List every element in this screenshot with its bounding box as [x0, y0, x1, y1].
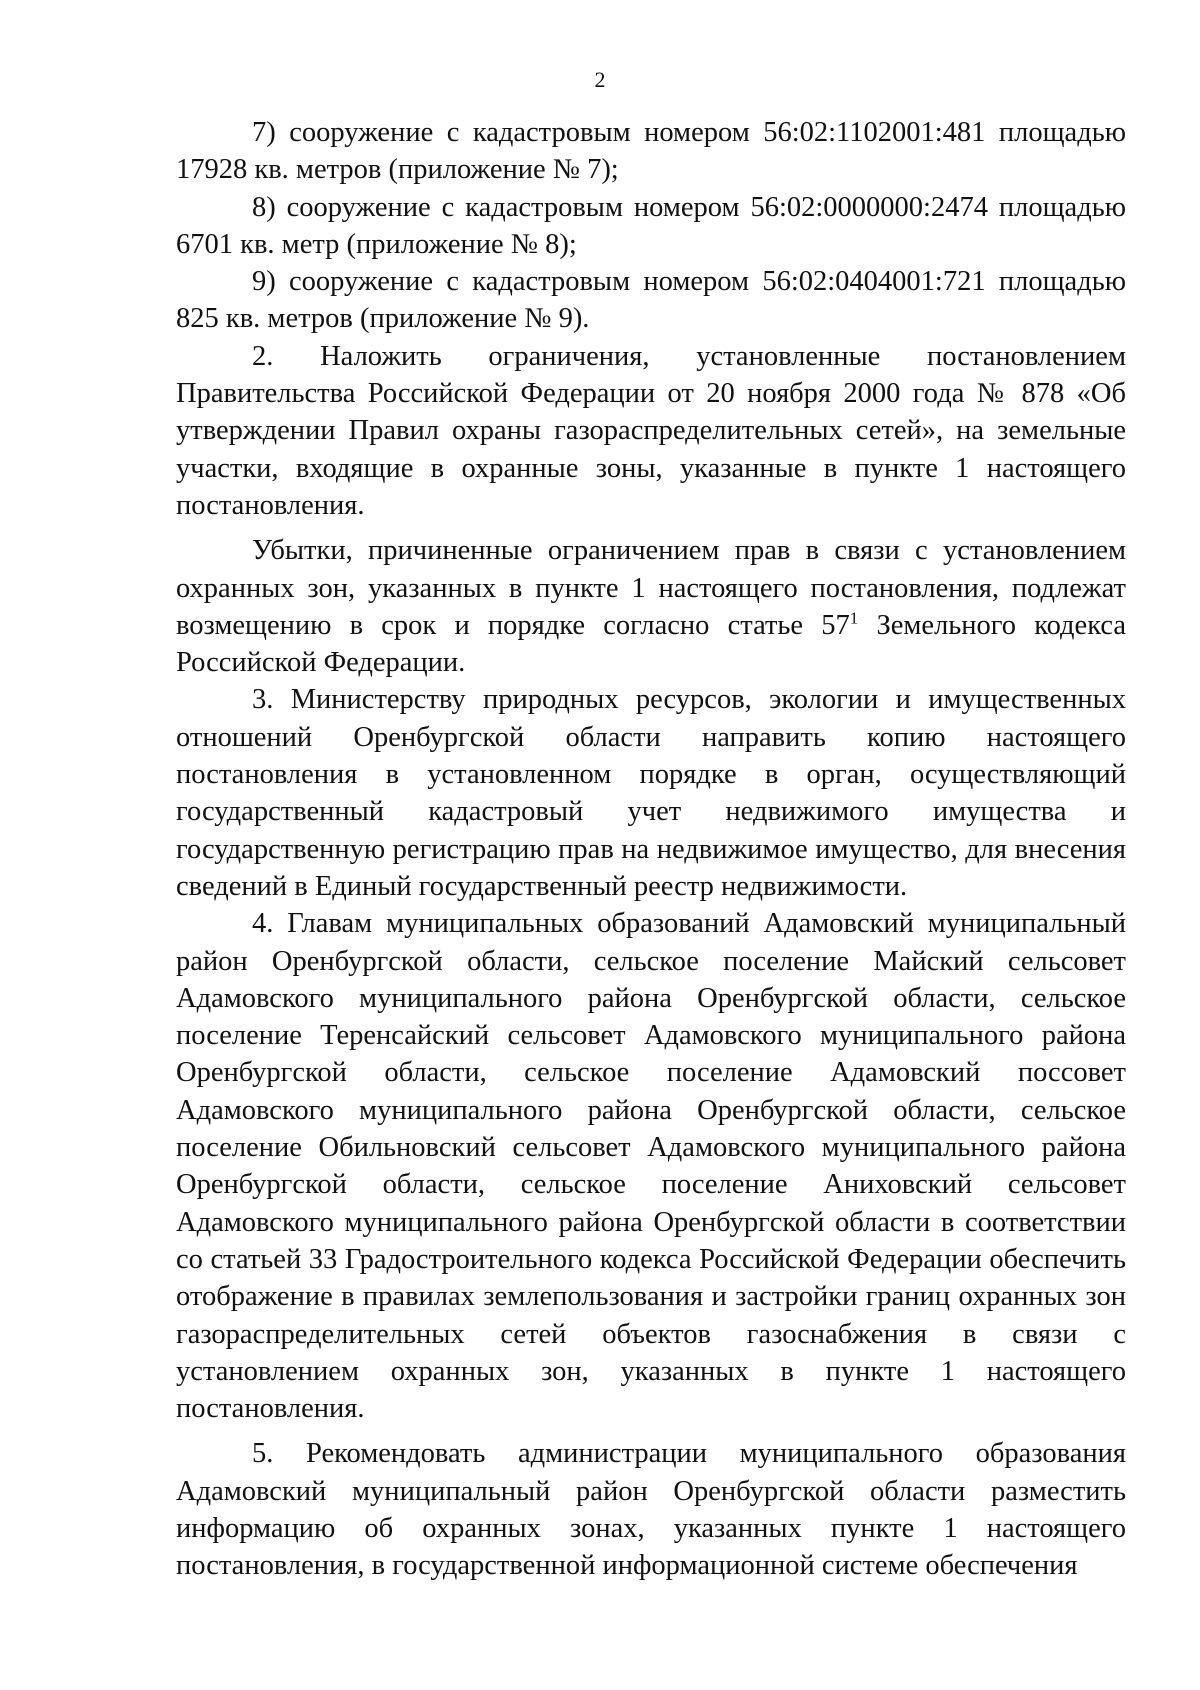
paragraph-point-2: 2. Наложить ограничения, установленные постановлением Правительства Российской Федерации от 20 ноября 2000 года № 878 «Об утверждении Правил охраны газораспределительных сетей», на земельные участки, входящие в охранные зоны, указанные в пункте 1 настоящего постановления.	[176, 340, 1126, 521]
losses-text-before: Убытки, причиненные ограничением прав в связи с установлением охранных зон, указанных в пункте 1 настоящего постановления, подлежат возмещению в срок и порядке согласно статье 57	[176, 535, 1126, 641]
paragraph-losses	[176, 532, 1126, 681]
list-item-7: 7) сооружение с кадастровым номером 56:02:1102001:481 площадью 17928 кв. метров (приложение № 7);	[176, 117, 1126, 186]
paragraph-point-4: 4. Главам муниципальных образований Адамовский муниципальный район Оренбургской области, сельское поселение Майский сельсовет Адамовского муниципального района Оренбургской области, сельское поселение Теренсайский сельсовет Адамовского муниципального района Оренбургской области, сельское поселение Адамовский поссовет Адамовского муниципального района Оренбургской области, сельское поселение Обильновский сельсовет Адамовского муниципального района Оренбургской области, сельское поселение Аниховский сельсовет Адамовского муниципального района Оренбургской области в соответствии со статьей 33 Градостроительного кодекса Российской Федерации обеспечить отображение в правилах землепользования и застройки границ охранных зон газораспределительных сетей объектов газоснабжения в связи с установлением охранных зон, указанных в пункте 1 настоящего постановления.	[176, 908, 1126, 1425]
paragraph-point-5: 5. Рекомендовать администрации муниципального образования Адамовский муниципальный район Оренбургской области разместить информацию об охранных зонах, указанных пункте 1 настоящего постановления, в государственной информационной системе обеспечения	[176, 1438, 1126, 1582]
list-item-9: 9) сооружение с кадастровым номером 56:02:0404001:721 площадью 825 кв. метров (приложение № 9).	[176, 266, 1126, 335]
document-body	[176, 114, 1126, 1585]
list-item-8: 8) сооружение с кадастровым номером 56:02:0000000:2474 площадью 6701 кв. метр (приложение № 8);	[176, 191, 1126, 260]
article-superscript: 1	[849, 608, 859, 628]
paragraph-point-3: 3. Министерству природных ресурсов, экологии и имущественных отношений Оренбургской области направить копию настоящего постановления в установленном порядке в орган, осуществляющий государственный кадастровый учет недвижимого имущества и государственную регистрацию прав на недвижимое имущество, для внесения сведений в Единый государственный реестр недвижимости.	[176, 684, 1126, 902]
losses-text-after: Земельного кодекса Российской Федерации.	[176, 609, 1126, 679]
page-number: 2	[594, 67, 606, 92]
